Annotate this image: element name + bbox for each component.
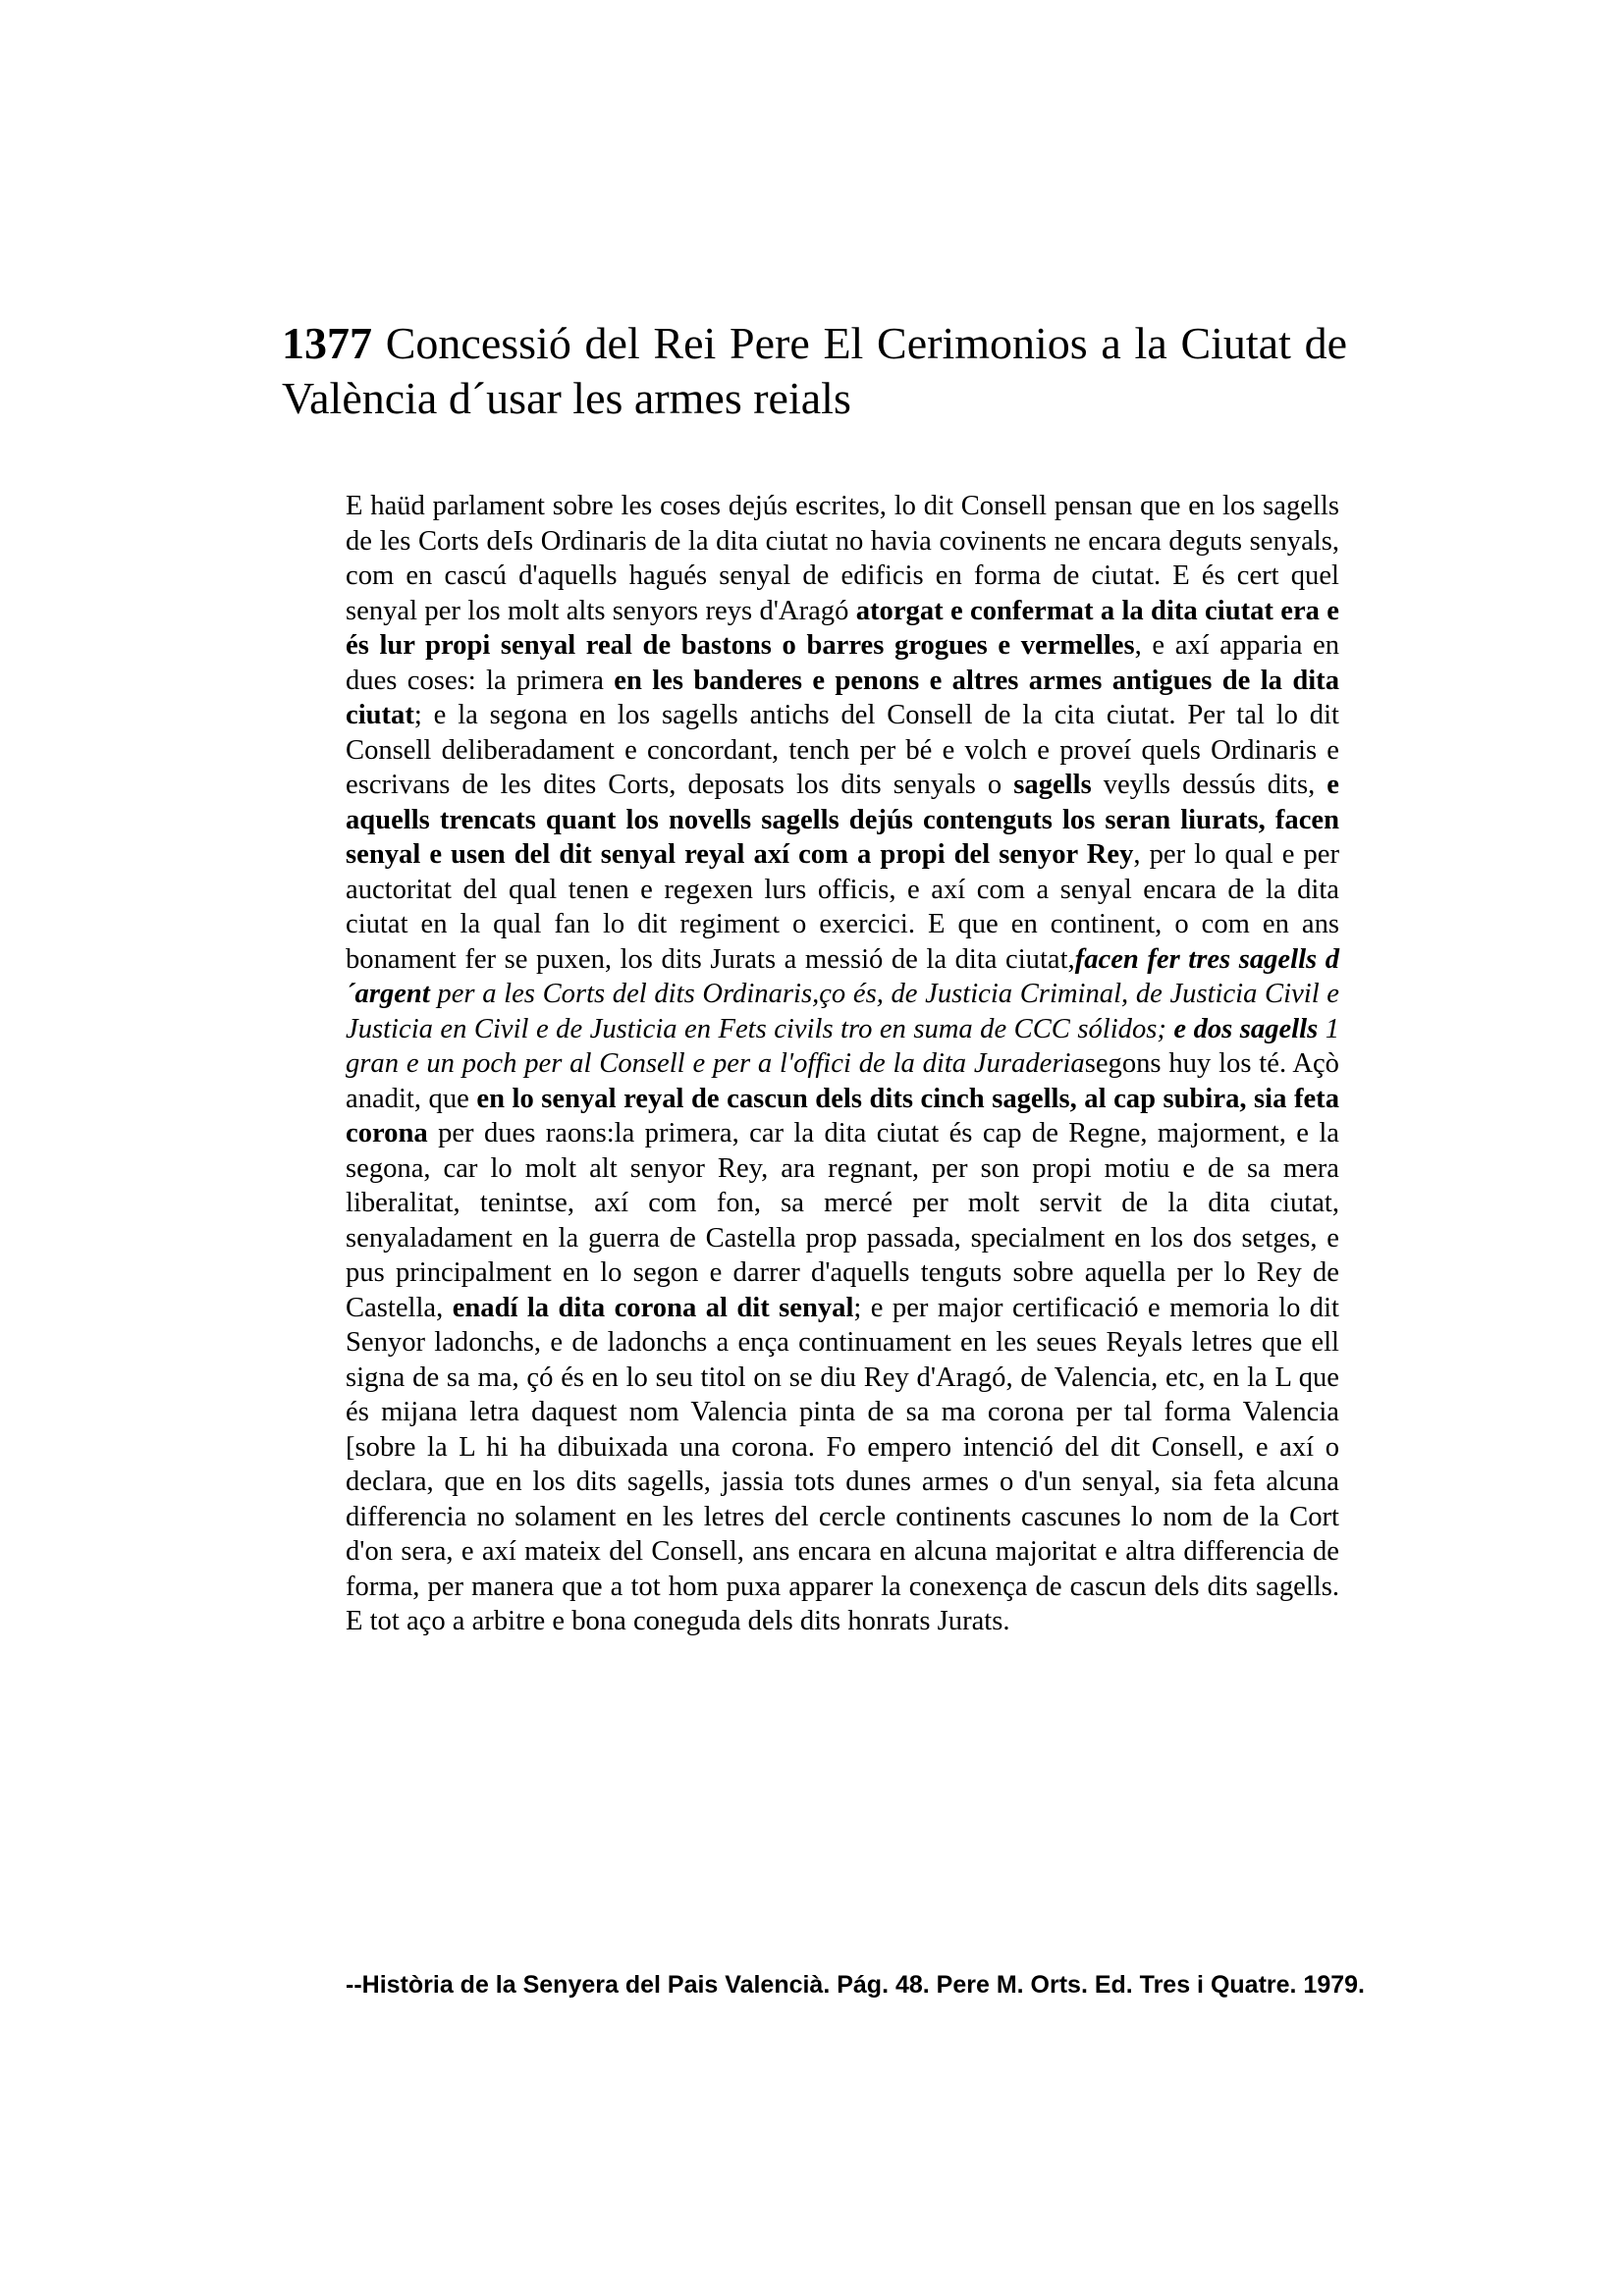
body-text: ; e per major certificació e memoria lo dit Senyor ladonchs, e de ladonchs a ença continuament en les seues Reyals letres que ell signa de sa ma, çó és en lo seu titol on se diu Rey d'Aragó, de Valencia, etc, en la L que és mijana letra daquest nom Valencia pinta de sa ma corona per tal forma Valencia [sobre la L hi ha dibuixada una corona. Fo empero intenció del dit Consell, e axí o declara, que en los dits sagells, jassia tots dunes armes o d'un senyal, sia feta alcuna differencia no solament en les letres del cercle continents cascunes lo nom de la Cort d'on sera, e axí mateix del Consell, ans encara en alcuna majoritat e altra differencia de forma, per manera que a tot hom puxa apparer la conexença de cascun dels dits sagells. E tot aço a arbitre e bona coneguda dels dits honrats Jurats. <box>346 1292 1339 1636</box>
document-body <box>346 489 1339 1639</box>
body-text: veylls dessús dits, <box>1091 770 1327 800</box>
title-text: Concessió del Rei Pere El Cerimonios a la Ciutat de València d´usar les armes reials <box>282 318 1348 423</box>
body-bold-italic-inner: e dos sagells <box>1173 1013 1319 1044</box>
body-bold-text: en lo senyal reyal de cascun dels dits cinch sagells, al cap subira, sia feta corona <box>346 1083 1339 1148</box>
source-citation: --Història de la Senyera del Pais Valencià. Pág. 48. Pere M. Orts. Ed. Tres i Quatre. 1979. <box>346 1971 1365 1999</box>
body-text: ; e la segona en los sagells antichs del Consell de la cita ciutat. Per tal lo dit Consell deliberadament e concordant, tench per bé e volch e proveí quels Ordinaris e escrivans de les dites Corts, deposats los dits senyals o <box>346 700 1339 800</box>
body-italic-text: per a les Corts del dits Ordinaris,ço és, de Justicia Criminal, de Justicia Civil e Justicia en Civil e de Justicia en Fets civils tro en suma de CCC sólidos; <box>346 979 1339 1044</box>
body-text: per dues raons:la primera, car la dita ciutat és cap de Regne, majorment, e la segona, car lo molt alt senyor Rey, ara regnant, per son propi motiu e de sa mera liberalitat, tenintse, axí com fon, sa mercé per molt servit de la dita ciutat, senyaladament en la guerra de Castella prop passada, specialment en los dos setges, e pus principalment en lo segon e darrer d'aquells tenguts sobre aquella per lo Rey de Castella, <box>346 1118 1339 1323</box>
body-text: , per lo qual e per auctoritat del qual tenen e regexen lurs officis, e axí com a senyal encara de la dita ciutat en la qual fan lo dit regiment o exercici. E que en continent, o com en ans bonament fer se puxen, los dits Jurats a messió de la dita ciutat, <box>346 839 1339 975</box>
body-text: , e axí apparia en dues coses: la primera <box>346 630 1339 696</box>
body-bold-text: sagells <box>1013 770 1092 800</box>
body-bold-text: enadí la dita corona al dit senyal <box>452 1292 854 1323</box>
body-text: segons huy los té. Açò anadit, que <box>346 1048 1339 1114</box>
body-bold-italic-inner: facen fer tres sagells d´argent <box>346 943 1339 1009</box>
body-bold-text: e aquells trencats quant los novells sagells dejús contenguts los seran liurats, facen senyal e usen del dit senyal reyal axí com a propi del senyor Rey <box>346 770 1339 870</box>
body-bold-text: atorgat e confermat a la dita ciutat era e és lur propi senyal real de bastons o barres grogues e vermelles <box>346 595 1339 661</box>
body-bold-italic-text <box>1173 1014 1318 1044</box>
body-text: E haüd parlament sobre les coses dejús escrites, lo dit Consell pensan que en los sagells de les Corts deIs Ordinaris de la dita ciutat no havia covinents ne encara deguts senyals, com en cascú d'aquells hagués senyal de edificis en forma de ciutat. E és cert quel senyal per los molt alts senyors reys d'Aragó <box>346 491 1339 626</box>
page-title <box>282 316 1347 426</box>
body-bold-text: en les banderes e penons e altres armes antigues de la dita ciutat <box>346 665 1339 730</box>
body-italic-text: 1 gran e un poch per al Consell e per a l'offici de la dita Juraderia <box>346 1013 1339 1079</box>
title-year: 1377 <box>282 318 372 368</box>
